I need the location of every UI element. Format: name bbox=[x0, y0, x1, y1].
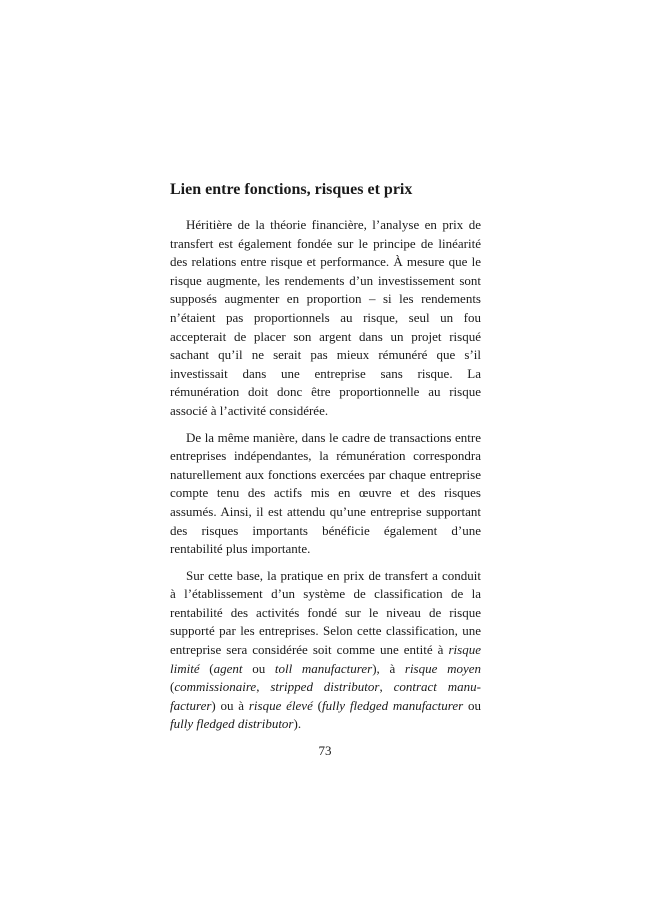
text-run: ( bbox=[170, 679, 175, 695]
italic-term: stripped distributor bbox=[270, 679, 380, 695]
text-run: ( bbox=[199, 660, 214, 676]
text-run: ). bbox=[293, 716, 302, 732]
text-run: ou bbox=[463, 697, 481, 713]
paragraph-1: Héritière de la théorie financière, l’analyse en prix de transfert est également fondée sur le principe de linéarité des relations entre risque et performance. À mesure que le risque augmente, les rendements d’un investissement sont supposés augmenter en proportion – si les rendements n’étaient pas proportionnels au risque, seul un fou accepterait de placer son argent dans un projet risqué sachant qu’il ne serait pas mieux rémunéré que s’il investissait dans une entreprise sans risque. La rémunération doit donc être proportionnelle au risque associé à l’activité considérée. bbox=[170, 217, 481, 418]
italic-term: risque moyen bbox=[404, 660, 481, 676]
italic-term: contract manufacturer bbox=[170, 679, 481, 713]
text-run: ) ou à bbox=[211, 697, 249, 713]
italic-term: fully fledged distributor bbox=[170, 716, 294, 732]
italic-term: risque élevé bbox=[248, 697, 313, 713]
italic-term: agent bbox=[213, 660, 243, 676]
page-content bbox=[170, 180, 481, 742]
text-run: ), à bbox=[372, 660, 405, 676]
paragraph-2: De la même manière, dans le cadre de transactions entre entreprises indépendantes, la rémunération correspondra naturellement aux fonctions exercées par chaque entreprise compte tenu des actifs mis en œuvre et des risques assumés. Ainsi, il est attendu qu’une entreprise supportant des risques importants bénéficie également d’une rentabilité plus importante. bbox=[170, 429, 481, 557]
italic-term: toll manufacturer bbox=[274, 660, 373, 676]
text-run: Sur cette base, la pratique en prix de transfert a conduit à l’établissement d’un système de classification de la rentabilité des activités fondé sur le niveau de risque supporté par les entreprises. Selon cette classification, une entreprise sera considérée soit comme une entité à bbox=[170, 567, 481, 658]
italic-term: risque limité bbox=[170, 642, 481, 676]
text-run: , bbox=[256, 679, 271, 695]
paragraph-3 bbox=[170, 567, 481, 734]
italic-term: fully fledged manufacturer bbox=[321, 697, 464, 713]
text-run: ( bbox=[312, 697, 322, 713]
section-heading: Lien entre fonctions, risques et prix bbox=[170, 181, 413, 198]
page-number: 73 bbox=[318, 743, 332, 758]
text-run: ou bbox=[242, 660, 275, 676]
italic-term: commissionaire bbox=[174, 679, 257, 695]
text-run: , bbox=[379, 679, 394, 695]
